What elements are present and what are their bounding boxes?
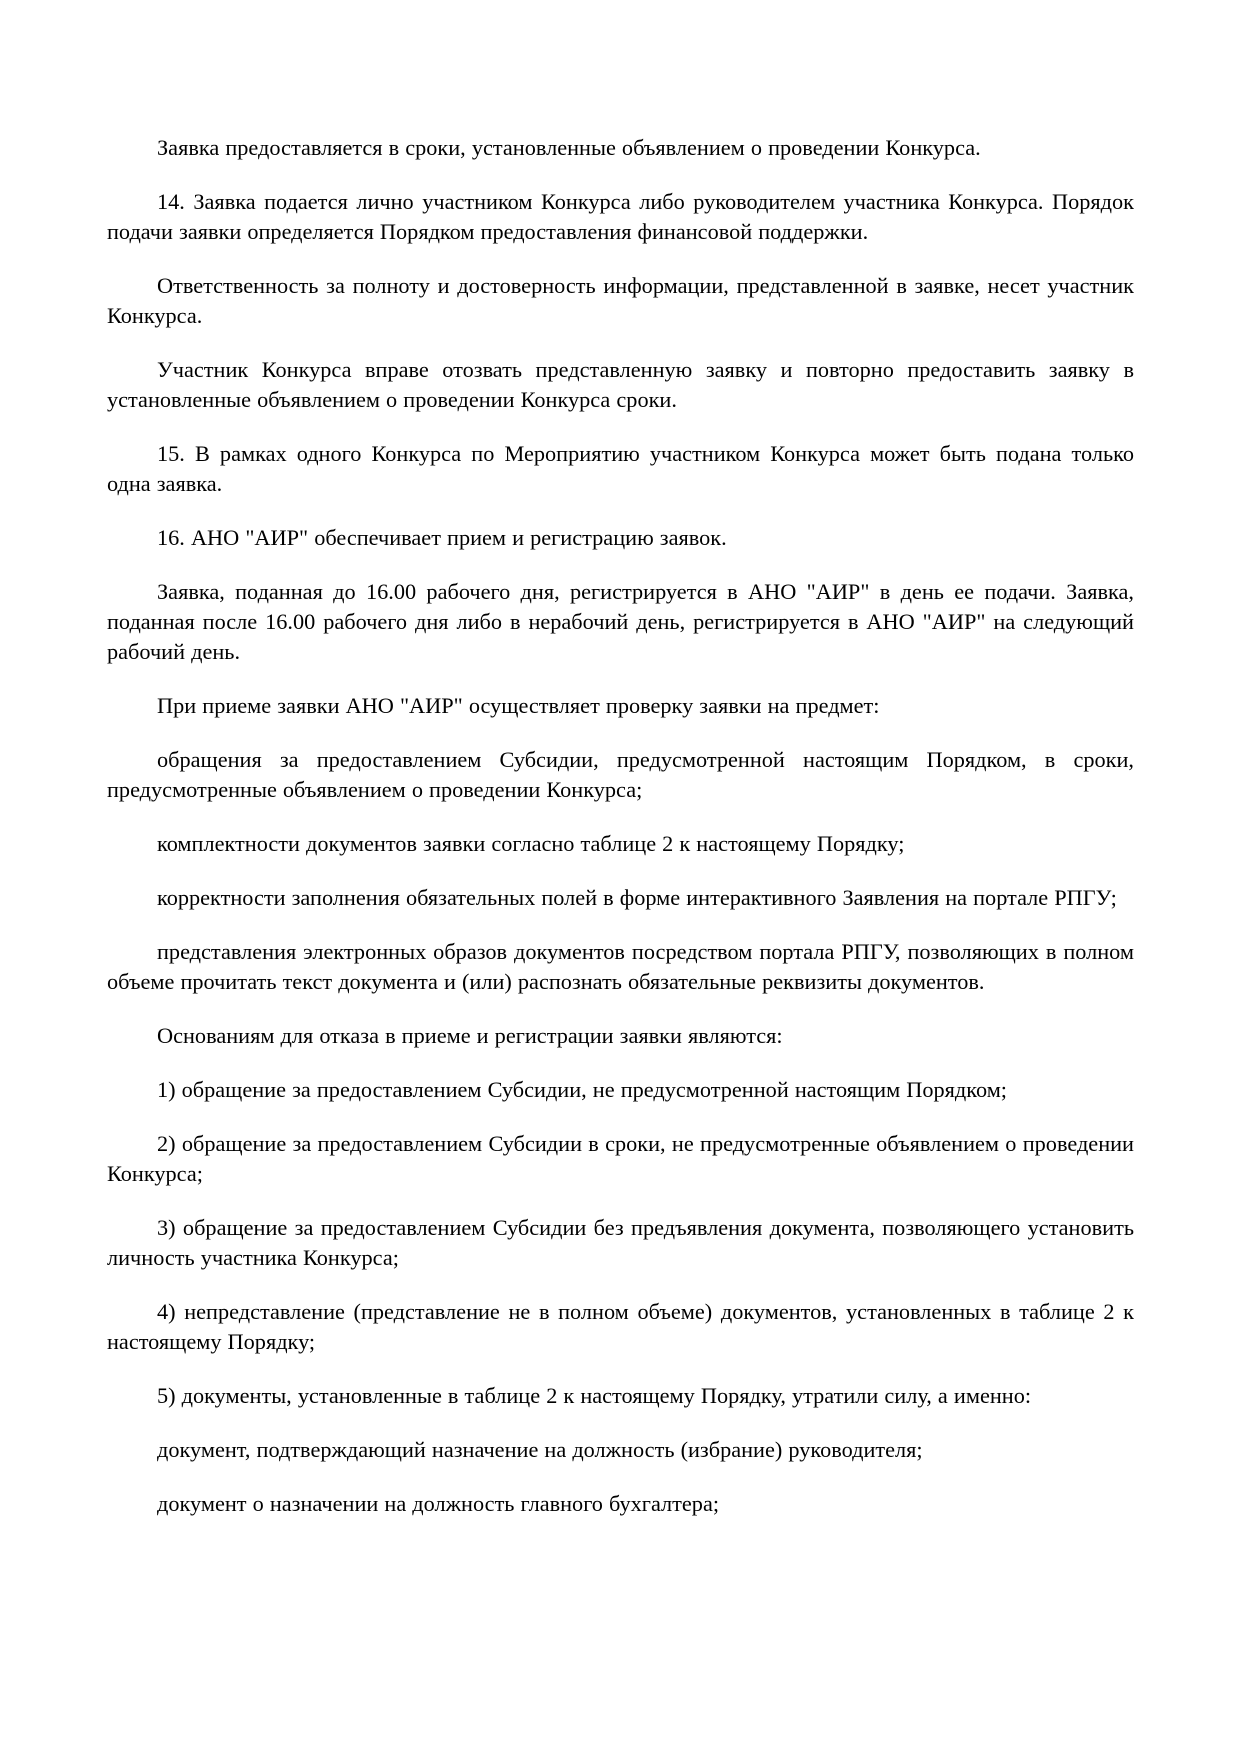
paragraph-check-item-terms: обращения за предоставлением Субсидии, предусмотренной настоящим Порядком, в сроки, предусмотренные объявлением о проведении Конкурса; [107,747,1134,802]
paragraph-refusal-5: 5) документы, установленные в таблице 2 к настоящему Порядку, утратили силу, а именно: [157,1383,1032,1408]
paragraph-check-intro: При приеме заявки АНО "АИР" осуществляет проверку заявки на предмет: [157,693,880,718]
paragraph-refusal-3: 3) обращение за предоставлением Субсидии без предъявления документа, позволяющего установить личность участника Конкурса; [107,1215,1134,1270]
paragraph-refusal-4: 4) непредставление (представление не в полном объеме) документов, установленных в таблице 2 к настоящему Порядку; [107,1299,1134,1354]
document-body [107,133,1134,1519]
paragraph-registration-times: Заявка, поданная до 16.00 рабочего дня, регистрируется в АНО "АИР" в день ее подачи. Заявка, поданная после 16.00 рабочего дня либо в нерабочий день, регистрируется в АНО "АИР" на следующий рабочий день. [107,579,1134,664]
paragraph-refusal-1: 1) обращение за предоставлением Субсидии, не предусмотренной настоящим Порядком; [157,1077,1007,1102]
paragraph-withdraw-right: Участник Конкурса вправе отозвать представленную заявку и повторно предоставить заявку в установленные объявлением о проведении Конкурса сроки. [107,357,1134,412]
paragraph-item-14: 14. Заявка подается лично участником Конкурса либо руководителем участника Конкурса. Порядок подачи заявки определяется Порядком предоставления финансовой поддержки. [107,189,1134,244]
paragraph-doc-head-appointment: документ, подтверждающий назначение на должность (избрание) руководителя; [157,1437,923,1462]
paragraph-responsibility: Ответственность за полноту и достоверность информации, представленной в заявке, несет участник Конкурса. [107,273,1134,328]
paragraph-intro-deadline: Заявка предоставляется в сроки, установленные объявлением о проведении Конкурса. [157,135,981,160]
paragraph-check-item-completeness: комплектности документов заявки согласно таблице 2 к настоящему Порядку; [157,831,905,856]
paragraph-item-16: 16. АНО "АИР" обеспечивает прием и регистрацию заявок. [157,525,727,550]
paragraph-item-15: 15. В рамках одного Конкурса по Мероприятию участником Конкурса может быть подана только одна заявка. [107,441,1134,496]
paragraph-check-item-scans: представления электронных образов документов посредством портала РПГУ, позволяющих в полном объеме прочитать текст документа и (или) распознать обязательные реквизиты документов. [107,939,1134,994]
paragraph-refusal-2: 2) обращение за предоставлением Субсидии в сроки, не предусмотренные объявлением о проведении Конкурса; [107,1131,1134,1186]
paragraph-refusal-intro: Основаниям для отказа в приеме и регистрации заявки являются: [157,1023,783,1048]
paragraph-check-item-fields: корректности заполнения обязательных полей в форме интерактивного Заявления на портале РПГУ; [157,885,1117,910]
paragraph-doc-accountant-appointment: документ о назначении на должность главного бухгалтера; [157,1491,720,1516]
